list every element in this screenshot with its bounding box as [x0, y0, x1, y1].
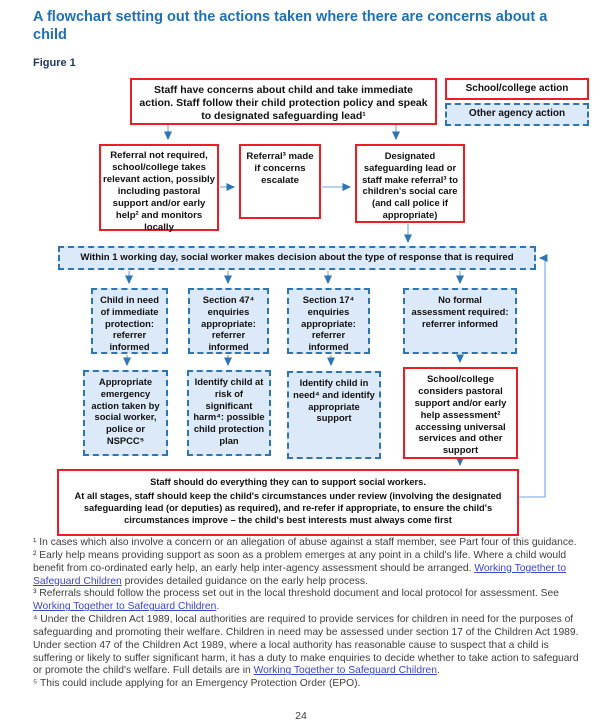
footnote-4	[33, 614, 582, 678]
footnote-4-text: ⁴ Under the Children Act 1989, local authorities are required to provide services for children in need for the purposes of safeguarding and promoting their welfare. Children in need may be assessed under section 17 of the Children Act 1989. Under section 47 of the Children Act 1989, where a local authority has reasonable cause to suspect that a child is suffering or likely to suffer significant harm, it has a duty to make enquiries to decide whether to take action to safeguard or promote the child's welfare. Full details are in	[33, 614, 579, 677]
box-referral-made-if-escalate: Referral³ made if concerns escalate	[239, 144, 321, 219]
box-pastoral-support: School/college considers pastoral support and/or early help assessment² accessing universal services and other support	[403, 367, 518, 459]
box-emergency-action: Appropriate emergency action taken by social worker, police or NSPCC⁵	[83, 370, 168, 456]
box-staff-concerns: Staff have concerns about child and take immediate action. Staff follow their child protection policy and speak to designated safeguarding lead¹	[130, 78, 437, 125]
footnote-3-text-after: .	[216, 601, 220, 613]
working-together-link[interactable]: Working Together to Safeguard Children	[33, 562, 567, 587]
legend-other-agency-action: Other agency action	[445, 103, 589, 126]
box-section-47: Section 47⁴ enquiries appropriate: referrer informed	[188, 288, 269, 354]
footnote-3	[33, 588, 582, 614]
box-support-social-workers	[57, 469, 519, 536]
working-together-link[interactable]: Working Together to Safeguard Children	[253, 665, 437, 677]
box-section-17: Section 17⁴ enquiries appropriate: referrer informed	[287, 288, 370, 354]
footnote-4-text-after: .	[436, 665, 440, 677]
keep-under-review-line: At all stages, staff should keep the child's circumstances under review (involving the designated safeguarding lead (or deputies) as required), and re-refer if appropriate, to ensure the child's circumstances improve – the child's best interests must always come first	[74, 491, 502, 526]
box-referral-not-required: Referral not required, school/college takes relevant action, possibly including pastoral support and/or early help² and monitors locally	[99, 144, 219, 231]
footnote-2-text: ² Early help means providing support as soon as a problem emerges at any point in a child's life. Where a child would benefit from co-ordinated early help, an early help inter-agency assessment should be arranged.	[33, 549, 567, 574]
box-no-formal-assessment: No formal assessment required: referrer informed	[403, 288, 517, 354]
footnote-1-text: ¹ In cases which also involve a concern or an allegation of abuse against a staff member, see Part four of this guidance.	[33, 537, 577, 548]
box-significant-harm: Identify child at risk of significant harm⁴: possible child protection plan	[187, 370, 271, 456]
box-dsl-makes-referral: Designated safeguarding lead or staff make referral³ to children's social care (and call police if appropriate)	[355, 144, 465, 223]
feedback-loop-line	[519, 258, 545, 497]
footnote-5-text: ⁵ This could include applying for an Emergency Protection Order (EPO).	[33, 678, 361, 690]
footnote-5	[33, 678, 582, 691]
working-together-link[interactable]: Working Together to Safeguard Children	[33, 601, 217, 613]
footnote-1	[33, 537, 582, 550]
footnote-2	[33, 550, 582, 589]
box-social-worker-decision: Within 1 working day, social worker makes decision about the type of response that is required	[58, 246, 536, 270]
box-immediate-protection: Child in need of immediate protection: referrer informed	[91, 288, 168, 354]
figure-label: Figure 1	[33, 57, 76, 69]
page-title: A flowchart setting out the actions taken where there are concerns about a child	[33, 9, 548, 44]
legend-school-college-action: School/college action	[445, 78, 589, 100]
page-number: 24	[295, 710, 307, 722]
footnote-3-text: ³ Referrals should follow the process set out in the local threshold document and local protocol for assessment. See	[33, 588, 559, 600]
support-social-workers-line: Staff should do everything they can to support social workers.	[150, 477, 426, 487]
box-child-in-need: Identify child in need⁴ and identify appropriate support	[287, 371, 381, 459]
footnote-2-text-after: provides detailed guidance on the early help process.	[121, 575, 368, 587]
footnotes	[33, 537, 582, 691]
